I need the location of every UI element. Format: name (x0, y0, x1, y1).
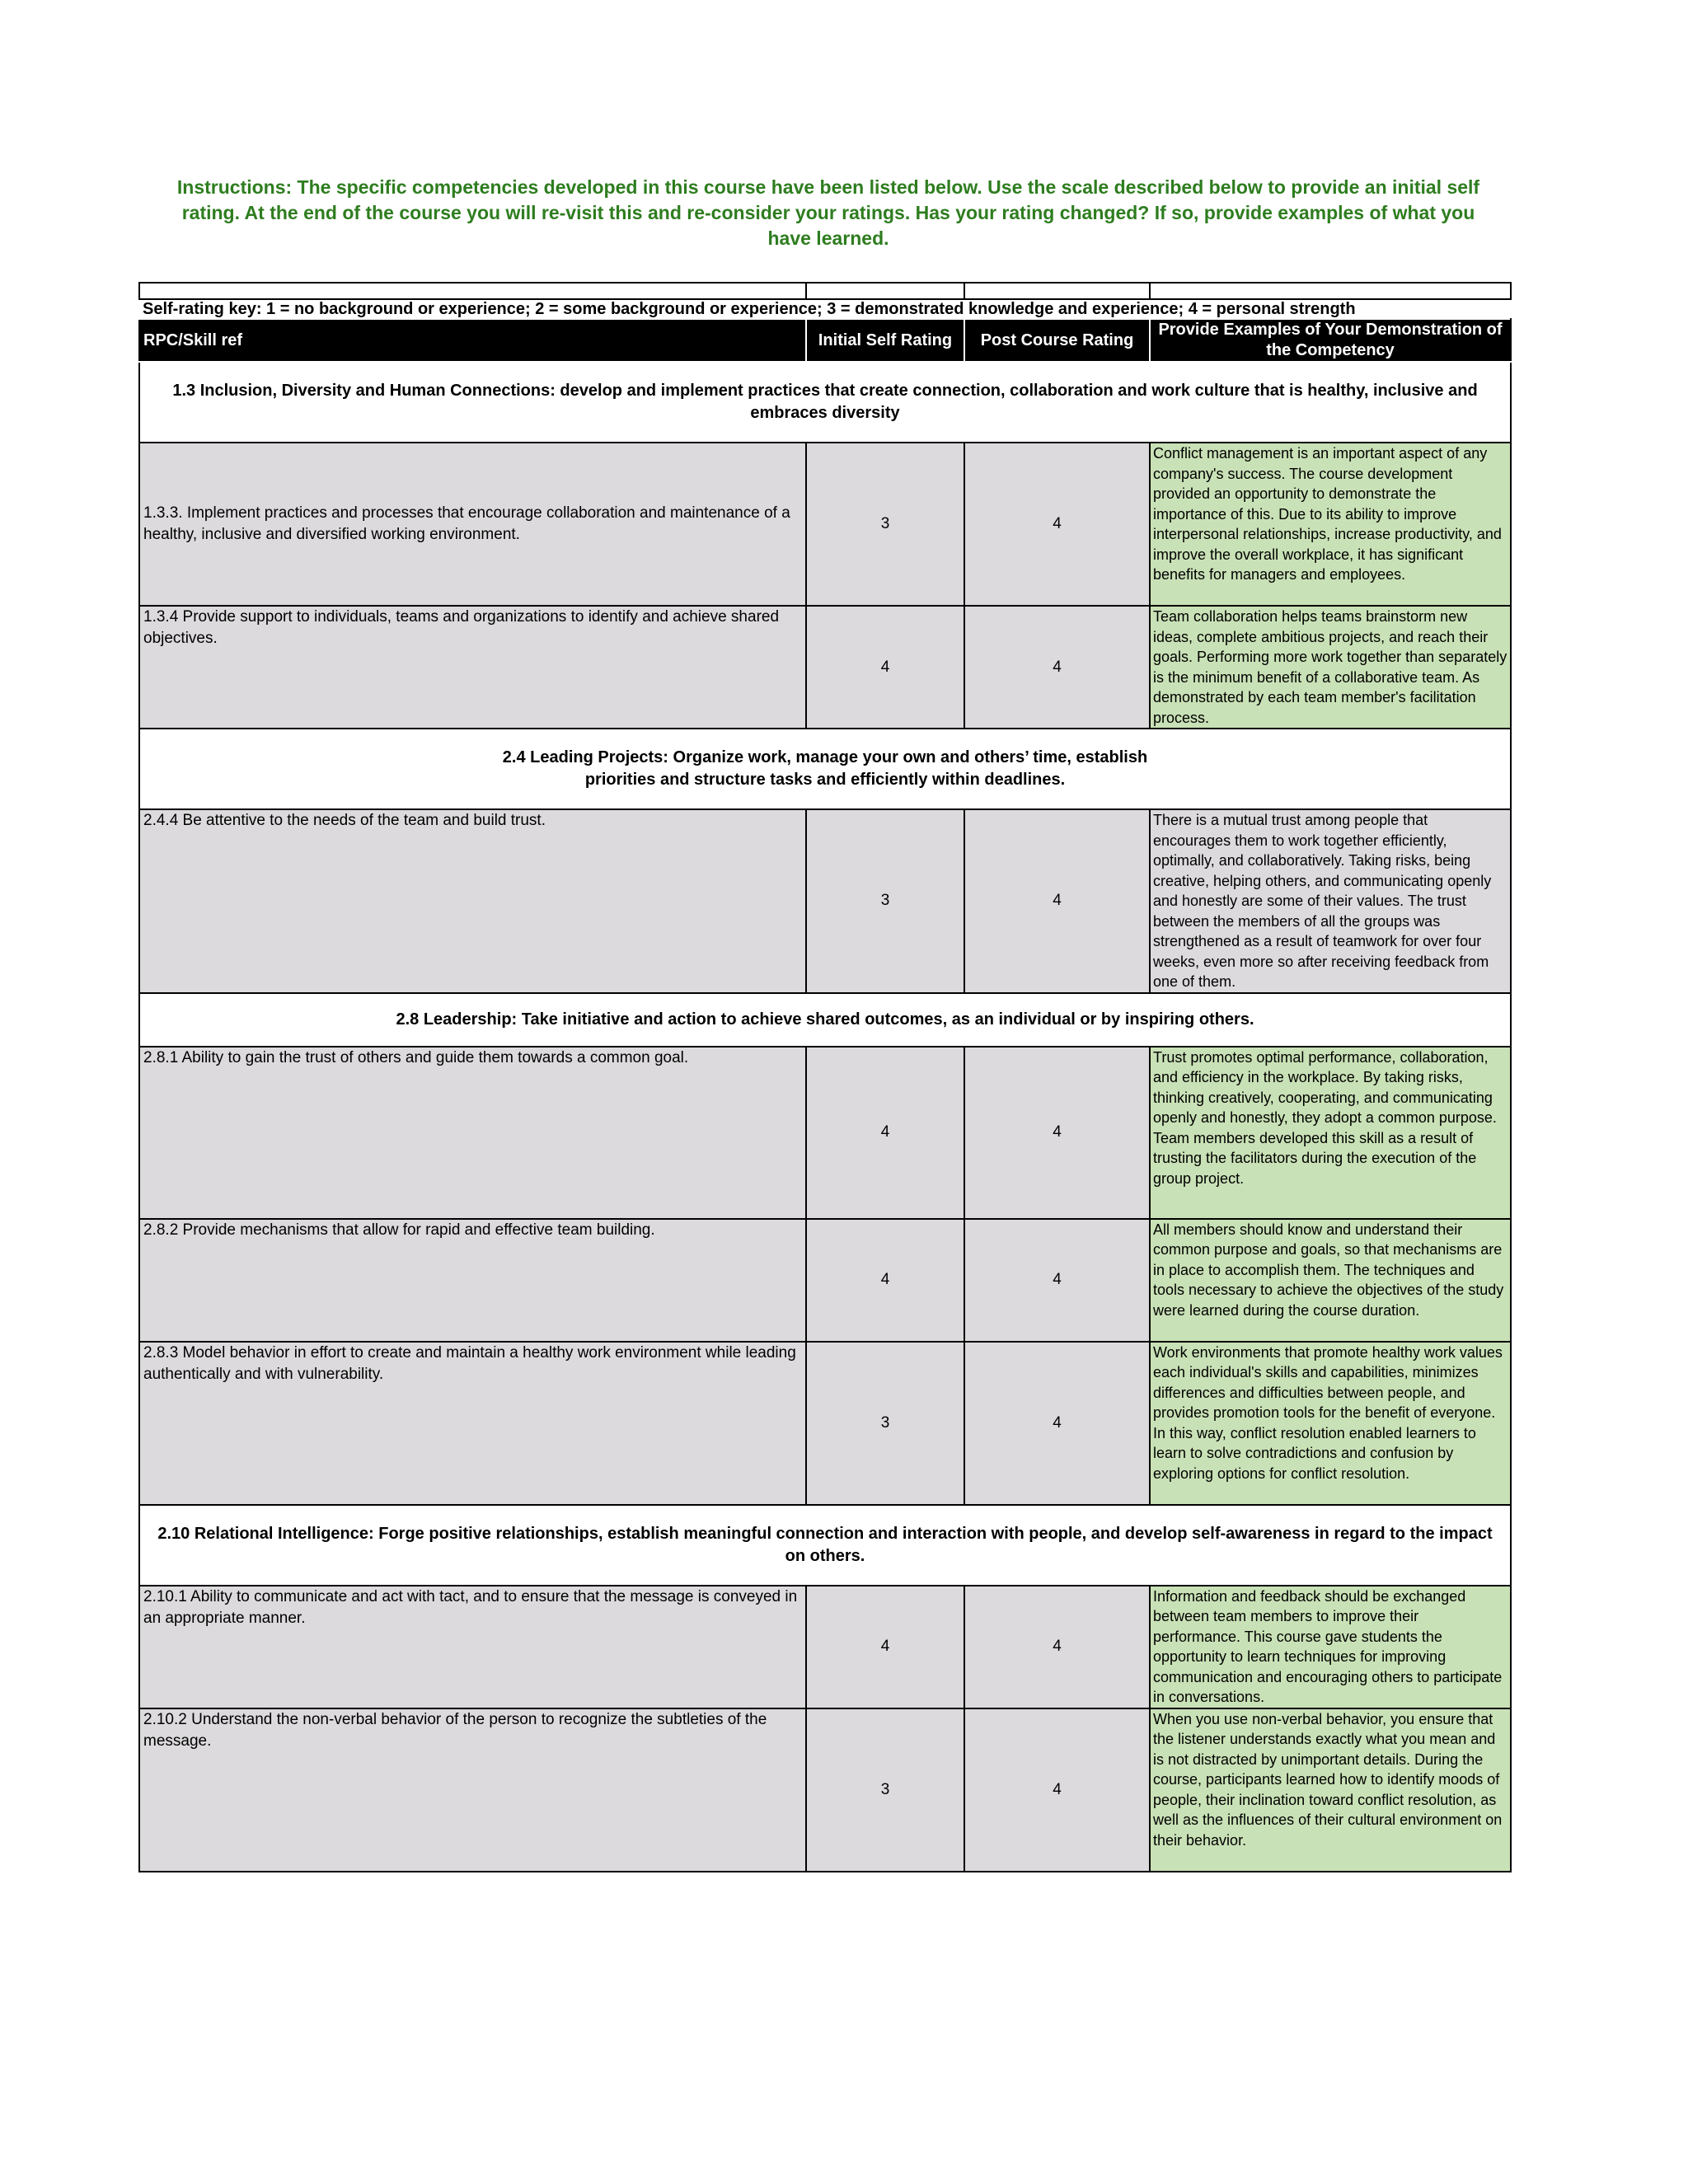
section-heading (139, 1505, 1511, 1586)
spacer-row (139, 283, 1511, 299)
instructions-text: Instructions: The specific competencies developed in this course have been listed below. Use the scale described below to provide an initial self rating. At the end of the course you will re-visit this and re-consider your ratings. Has your rating changed? If so, provide examples of what you have learned. (176, 176, 1480, 249)
post-rating-cell: 4 (964, 606, 1150, 729)
skill-cell: 2.8.1 Ability to gain the trust of others and guide them towards a common goal. (139, 1047, 806, 1219)
section-heading (139, 993, 1511, 1047)
skill-cell: 2.8.2 Provide mechanisms that allow for rapid and effective team building. (139, 1219, 806, 1342)
example-cell: Conflict management is an important aspect of any company's success. The course development provided an opportunity to demonstrate the importance of this. Due to its ability to improve interpersonal relationships, increase productivity, and improve the overall workplace, it has significant benefits for managers and employees. (1150, 443, 1511, 606)
section-title: 2.10 Relational Intelligence: Forge positive relationships, establish meaningful connection and interaction with people, and develop self-awareness in regard to the impact on others. (139, 1505, 1511, 1586)
skill-cell: 2.4.4 Be attentive to the needs of the team and build trust. (139, 809, 806, 993)
table-row (139, 1708, 1511, 1872)
example-cell: Information and feedback should be exchanged between team members to improve their performance. This course gave students the opportunity to learn techniques for improving communication and encouraging others to participate in conversations. (1150, 1586, 1511, 1708)
table-row (139, 1342, 1511, 1505)
table-row (139, 1047, 1511, 1219)
spacer-cell (806, 283, 964, 299)
spacer-cell (139, 283, 806, 299)
table-row (139, 443, 1511, 606)
skill-cell: 2.10.2 Understand the non-verbal behavior of the person to recognize the subtleties of the message. (139, 1708, 806, 1872)
section-title: 2.8 Leadership: Take initiative and action to achieve shared outcomes, as an individual or by inspiring others. (139, 993, 1511, 1047)
initial-rating-cell: 4 (806, 606, 964, 729)
initial-rating-cell: 3 (806, 809, 964, 993)
spacer-cell (964, 283, 1150, 299)
section-title: 1.3 Inclusion, Diversity and Human Connections: develop and implement practices that create connection, collaboration and work culture that is healthy, inclusive and embraces diversity (139, 362, 1511, 443)
initial-rating-cell: 3 (806, 1708, 964, 1872)
example-cell: When you use non-verbal behavior, you ensure that the listener understands exactly what you mean and is not distracted by unimportant details. During the course, participants learned how to identify moods of people, their inclination toward conflict resolution, as well as the influences of their cultural environment on their behavior. (1150, 1708, 1511, 1872)
initial-rating-cell: 3 (806, 1342, 964, 1505)
example-cell: Team collaboration helps teams brainstorm new ideas, complete ambitious projects, and reach their goals. Performing more work together than separately is the minimum benefit of a collaborative team. As demonstrated by each team member's facilitation process. (1150, 606, 1511, 729)
table-row (139, 606, 1511, 729)
skill-cell: 2.10.1 Ability to communicate and act with tact, and to ensure that the message is conveyed in an appropriate manner. (139, 1586, 806, 1708)
skill-cell: 1.3.3. Implement practices and processes that encourage collaboration and maintenance of a healthy, inclusive and diversified working environment. (139, 443, 806, 606)
post-rating-cell: 4 (964, 443, 1150, 606)
header-examples: Provide Examples of Your Demonstration of the Competency (1150, 319, 1511, 362)
post-rating-cell: 4 (964, 1219, 1150, 1342)
post-rating-cell: 4 (964, 1342, 1150, 1505)
competency-table (138, 282, 1512, 1872)
rating-key-row (139, 299, 1511, 319)
example-cell: Work environments that promote healthy work values each individual's skills and capabilities, minimizes differences and difficulties between people, and provides promotion tools for the benefit of everyone. In this way, conflict resolution enabled learners to learn to solve contradictions and confusion by exploring options for conflict resolution. (1150, 1342, 1511, 1505)
initial-rating-cell: 4 (806, 1586, 964, 1708)
header-post-rating: Post Course Rating (964, 319, 1150, 362)
post-rating-cell: 4 (964, 1708, 1150, 1872)
example-cell: All members should know and understand their common purpose and goals, so that mechanisms are in place to accomplish them. The techniques and tools necessary to achieve the objectives of the study were learned during the course duration. (1150, 1219, 1511, 1342)
example-cell: Trust promotes optimal performance, collaboration, and efficiency in the workplace. By taking risks, thinking creatively, cooperating, and communicating openly and honestly, they adopt a common purpose. Team members developed this skill as a result of trusting the facilitators during the execution of the group project. (1150, 1047, 1511, 1219)
header-initial-rating: Initial Self Rating (806, 319, 964, 362)
initial-rating-cell: 3 (806, 443, 964, 606)
example-cell: There is a mutual trust among people that encourages them to work together efficiently, optimally, and collaboratively. Taking risks, being creative, helping others, and communicating openly and honestly are some of their values. The trust between the members of all the groups was strengthened as a result of teamwork for over four weeks, even more so after receiving feedback from one of them. (1150, 809, 1511, 993)
section-heading (139, 729, 1511, 809)
skill-cell: 1.3.4 Provide support to individuals, teams and organizations to identify and achieve shared objectives. (139, 606, 806, 729)
table-header (139, 319, 1511, 362)
skill-cell: 2.8.3 Model behavior in effort to create and maintain a healthy work environment while leading authentically and with vulnerability. (139, 1342, 806, 1505)
section-title: 2.4 Leading Projects: Organize work, manage your own and others’ time, establish priorities and structure tasks and efficiently within deadlines. (139, 729, 1511, 809)
table-row (139, 1219, 1511, 1342)
table-row (139, 809, 1511, 993)
initial-rating-cell: 4 (806, 1219, 964, 1342)
post-rating-cell: 4 (964, 1586, 1150, 1708)
header-skill: RPC/Skill ref (139, 319, 806, 362)
post-rating-cell: 4 (964, 809, 1150, 993)
section-heading (139, 362, 1511, 443)
post-rating-cell: 4 (964, 1047, 1150, 1219)
spacer-cell (1150, 283, 1511, 299)
initial-rating-cell: 4 (806, 1047, 964, 1219)
rating-key: Self-rating key: 1 = no background or experience; 2 = some background or experience; 3 = demonstrated knowledge and experience; 4 = personal strength (143, 300, 1356, 318)
table-row (139, 1586, 1511, 1708)
